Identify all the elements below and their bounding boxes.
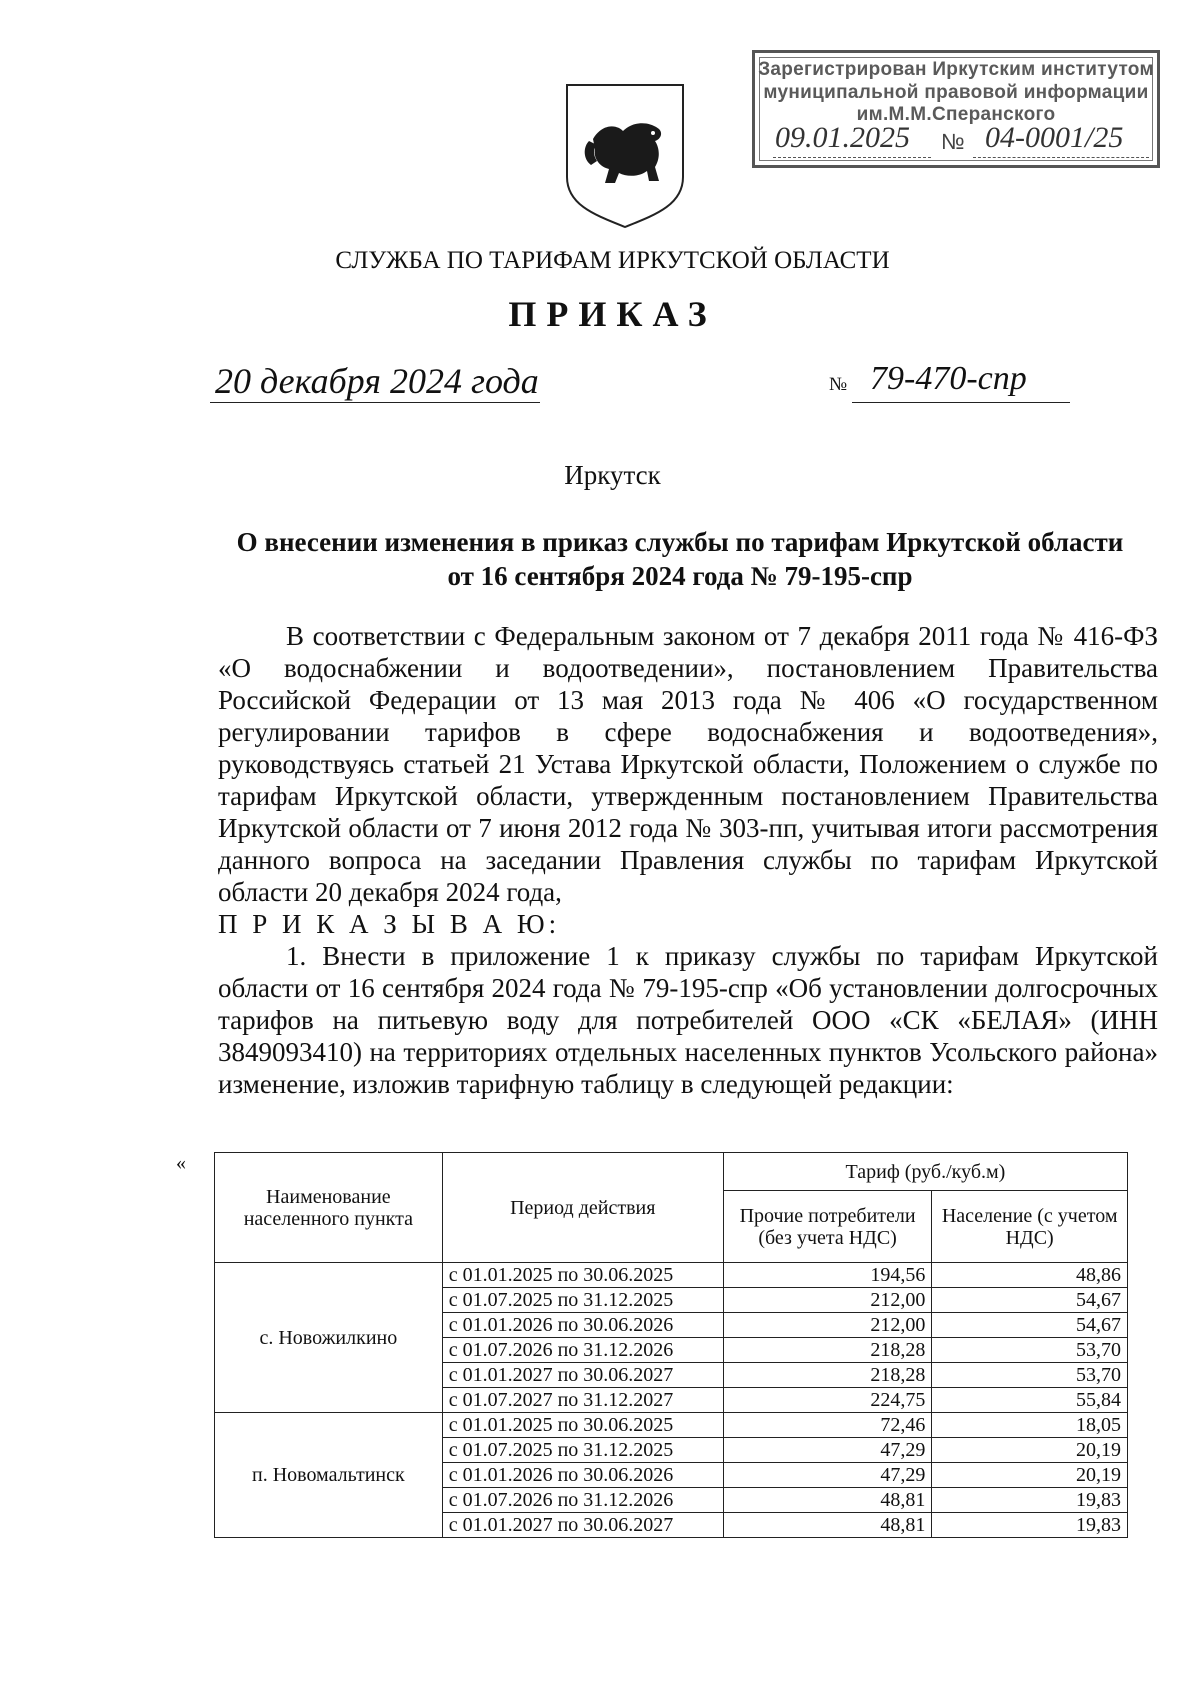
place-cell: с. Новожилкино	[215, 1263, 443, 1413]
population-tariff-cell: 20,19	[932, 1463, 1128, 1488]
order-date-underline	[210, 402, 540, 403]
population-tariff-cell: 55,84	[932, 1388, 1128, 1413]
period-cell: с 01.01.2026 по 30.06.2026	[442, 1463, 723, 1488]
title-line-1: О внесении изменения в приказ службы по тарифам Иркутской области	[236, 527, 1124, 557]
preamble-paragraph: В соответствии с Федеральным законом от 7 декабря 2011 года № 416-ФЗ «О водоснабжении и водоотведении», постановлением Правительства Российской Федерации от 13 мая 2013 года № 406 «О государственном регулировании тарифов в сфере водоснабжения и водоотведения», руководствуясь статьей 21 Устава Иркутской области, Положением о службе по тарифам Иркутской области, утвержденным постановлением Правительства Иркутской области от 7 июня 2012 года № 303-пп, учитывая итоги рассмотрения данного вопроса на заседании Правления службы по тарифам Иркутской области 20 декабря 2024 года,	[218, 621, 1158, 907]
opening-quote: «	[176, 1152, 186, 1174]
period-cell: с 01.01.2027 по 30.06.2027	[442, 1513, 723, 1538]
other-tariff-cell: 47,29	[723, 1438, 931, 1463]
population-tariff-cell: 53,70	[932, 1338, 1128, 1363]
stamp-line-1: Зарегистрирован Иркутским институтом	[758, 59, 1154, 80]
other-tariff-cell: 212,00	[723, 1313, 931, 1338]
header-other-consumers: Прочие потребители (без учета НДС)	[723, 1191, 931, 1263]
stamp-number: 04-0001/25	[985, 121, 1124, 154]
stamp-no-sign: №	[941, 129, 965, 154]
population-tariff-cell: 18,05	[932, 1413, 1128, 1438]
order-directive: П Р И К А З Ы В А Ю:	[218, 909, 561, 939]
other-tariff-cell: 48,81	[723, 1488, 931, 1513]
stamp-date-underline	[773, 157, 931, 158]
irkutsk-coat-of-arms-icon	[563, 81, 687, 231]
other-tariff-cell: 48,81	[723, 1513, 931, 1538]
period-cell: с 01.07.2025 по 31.12.2025	[442, 1288, 723, 1313]
population-tariff-cell: 19,83	[932, 1488, 1128, 1513]
period-cell: с 01.07.2026 по 31.12.2026	[442, 1488, 723, 1513]
order-number-underline	[852, 402, 1070, 403]
document-body	[218, 620, 1158, 1100]
tariff-table	[214, 1152, 1128, 1538]
period-cell: с 01.01.2026 по 30.06.2026	[442, 1313, 723, 1338]
stamp-number-underline	[973, 157, 1149, 158]
population-tariff-cell: 54,67	[932, 1288, 1128, 1313]
period-cell: с 01.07.2025 по 31.12.2025	[442, 1438, 723, 1463]
other-tariff-cell: 218,28	[723, 1363, 931, 1388]
header-tariff: Тариф (руб./куб.м)	[723, 1153, 1127, 1191]
population-tariff-cell: 20,19	[932, 1438, 1128, 1463]
period-cell: с 01.07.2027 по 31.12.2027	[442, 1388, 723, 1413]
stamp-line-3: им.М.М.Сперанского	[856, 104, 1056, 125]
other-tariff-cell: 72,46	[723, 1413, 931, 1438]
table-row	[215, 1263, 1128, 1288]
order-number: 79-470-спр	[870, 360, 1027, 397]
table-header-row	[215, 1153, 1128, 1191]
city: Иркутск	[564, 460, 661, 490]
population-tariff-cell: 53,70	[932, 1363, 1128, 1388]
title-line-2: от 16 сентября 2024 года № 79-195-спр	[447, 561, 913, 591]
registration-stamp	[752, 50, 1160, 168]
organization-name: СЛУЖБА ПО ТАРИФАМ ИРКУТСКОЙ ОБЛАСТИ	[335, 247, 890, 274]
period-cell: с 01.01.2025 по 30.06.2025	[442, 1413, 723, 1438]
header-place: Наименование населенного пункта	[215, 1153, 443, 1263]
other-tariff-cell: 212,00	[723, 1288, 931, 1313]
period-cell: с 01.07.2026 по 31.12.2026	[442, 1338, 723, 1363]
stamp-line-2: муниципальной правовой информации	[763, 82, 1149, 103]
order-date: 20 декабря 2024 года	[215, 361, 539, 401]
other-tariff-cell: 224,75	[723, 1388, 931, 1413]
population-tariff-cell: 48,86	[932, 1263, 1128, 1288]
table-row	[215, 1413, 1128, 1438]
other-tariff-cell: 194,56	[723, 1263, 931, 1288]
document-type: ПРИКАЗ	[508, 294, 717, 334]
other-tariff-cell: 47,29	[723, 1463, 931, 1488]
header-period: Период действия	[442, 1153, 723, 1263]
header-population: Население (с учетом НДС)	[932, 1191, 1128, 1263]
stamp-date: 09.01.2025	[775, 121, 910, 154]
period-cell: с 01.01.2025 по 30.06.2025	[442, 1263, 723, 1288]
population-tariff-cell: 54,67	[932, 1313, 1128, 1338]
document-title	[200, 525, 1160, 593]
population-tariff-cell: 19,83	[932, 1513, 1128, 1538]
item-1-paragraph: 1. Внести в приложение 1 к приказу службы по тарифам Иркутской области от 16 сентября 2024 года № 79-195-спр «Об установлении долгосрочных тарифов на питьевую воду для потребителей ООО «СК «БЕЛАЯ» (ИНН 3849093410) на территориях отдельных населенных пунктов Усольского района» изменение, изложив тарифную таблицу в следующей редакции:	[218, 941, 1158, 1099]
order-no-sign: №	[829, 374, 848, 395]
place-cell: п. Новомальтинск	[215, 1413, 443, 1538]
other-tariff-cell: 218,28	[723, 1338, 931, 1363]
period-cell: с 01.01.2027 по 30.06.2027	[442, 1363, 723, 1388]
